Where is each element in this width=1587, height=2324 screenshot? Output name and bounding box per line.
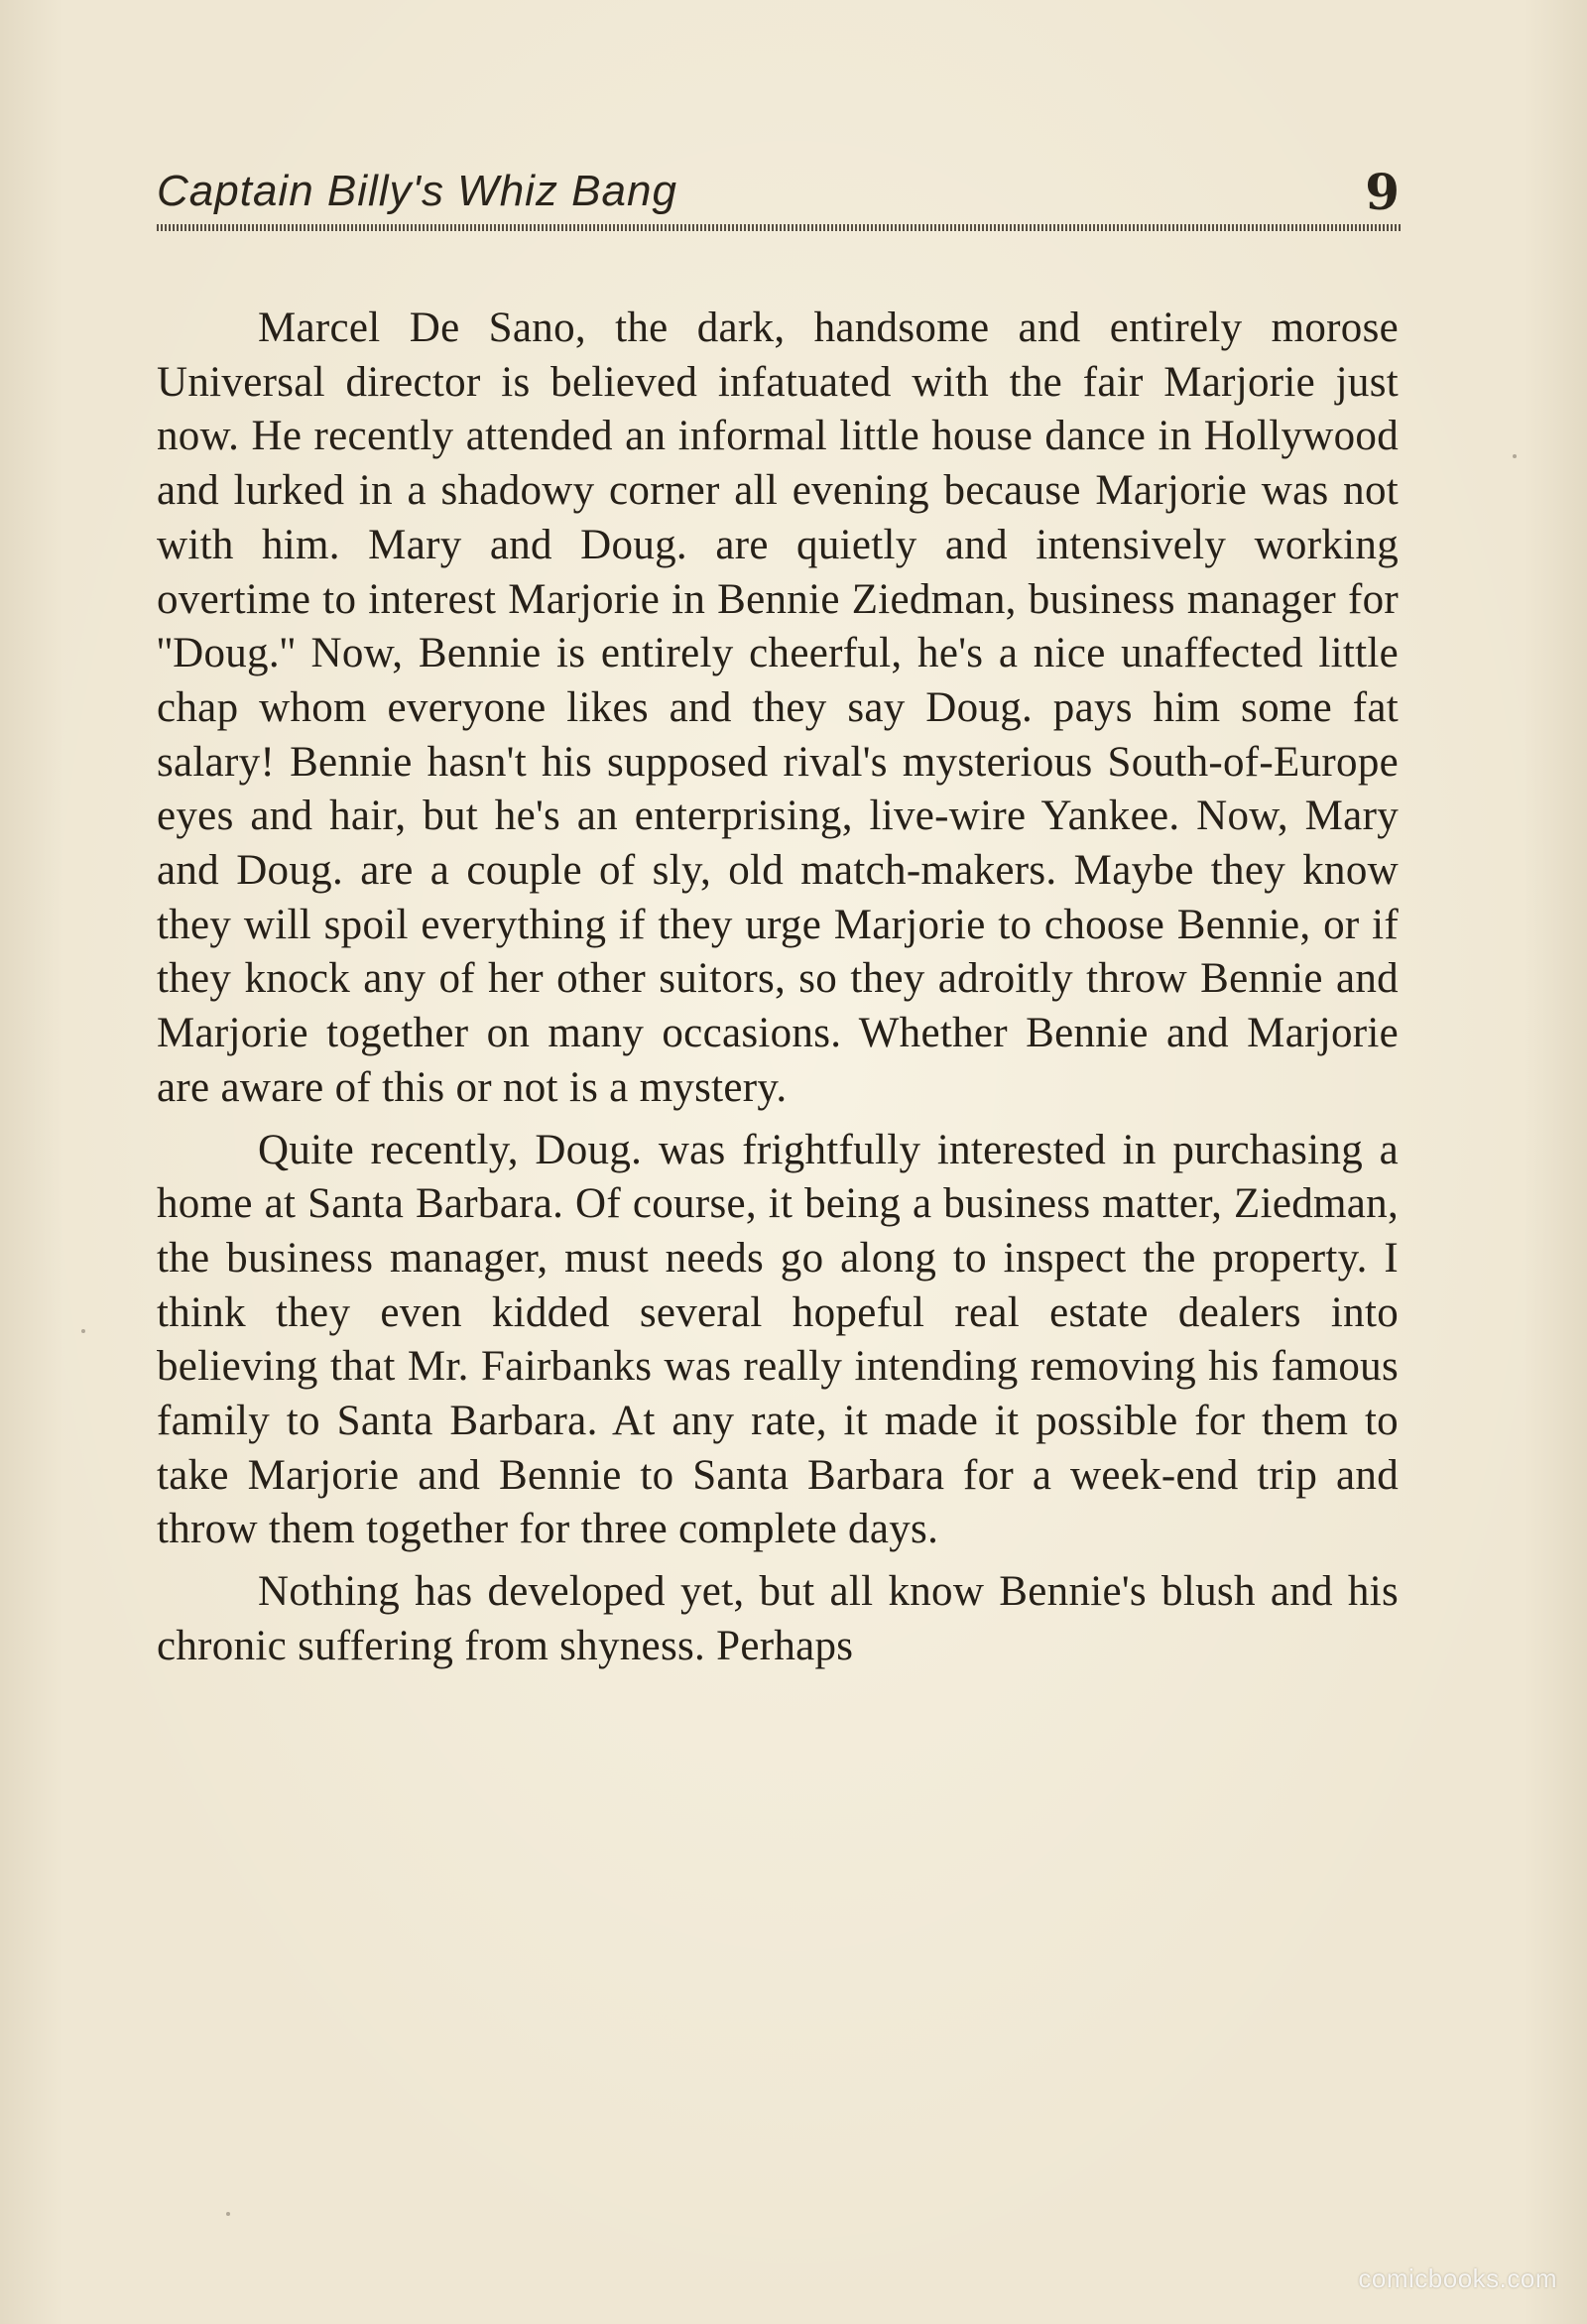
page-number: 9 [1365, 163, 1400, 221]
header-rule [157, 224, 1402, 231]
site-watermark: comicbooks.com [1358, 2263, 1557, 2293]
running-header [157, 163, 1402, 226]
paper-speck [81, 1329, 85, 1333]
paragraph-1: Marcel De Sano, the dark, handsome and entirely morose Universal director is believed infatuated with the fair Marjorie just now. He recently attended an informal little house dance in Hollywood and lurked in a shadowy corner all evening because Marjorie was not with him. Mary and Doug. are quietly and intensively working overtime to interest Marjorie in Bennie Ziedman, business manager for ''Doug.'' Now, Bennie is entirely cheerful, he's a nice unaffected little chap whom everyone likes and they say Doug. pays him some fat salary! Bennie hasn't his supposed rival's mysterious South-of-Europe eyes and hair, but he's an enterprising, live-wire Yankee. Now, Mary and Doug. are a couple of sly, old match-makers. Maybe they know they will spoil everything if they urge Marjorie to choose Bennie, or if they knock any of her other suitors, so they adroitly throw Bennie and Marjorie together on many occasions. Whether Bennie and Marjorie are aware of this or not is a mystery. [157, 305, 1399, 1111]
paper-speck [226, 2212, 230, 2216]
paper-speck [1513, 454, 1517, 458]
article-body [157, 302, 1399, 1682]
magazine-title: Captain Billy's Whiz Bang [157, 167, 677, 215]
paragraph-3: Nothing has developed yet, but all know Bennie's blush and his chronic suffering from shyness. Perhaps [157, 1568, 1399, 1669]
paragraph-2: Quite recently, Doug. was frightfully interested in purchasing a home at Santa Barbara. Of course, it being a business matter, Ziedman, the business manager, must needs go along to inspect the property. I think they even kidded several hopeful real estate dealers into believing that Mr. Fairbanks was really intending removing his famous family to Santa Barbara. At any rate, it made it possible for them to take Marjorie and Bennie to Santa Barbara for a week-end trip and throw them together for three complete days. [157, 1126, 1399, 1553]
